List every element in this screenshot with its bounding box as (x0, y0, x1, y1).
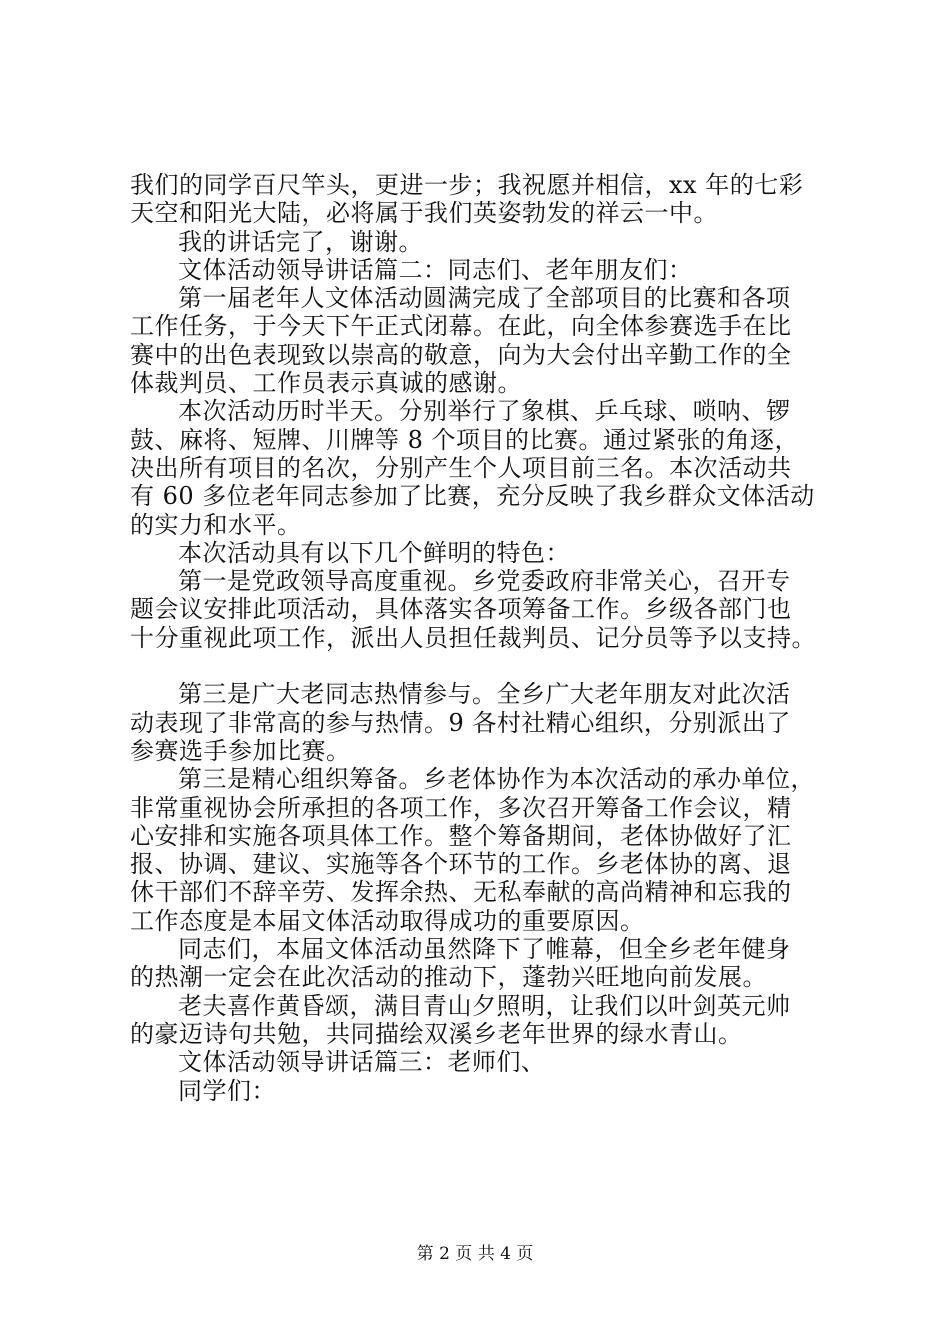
text-line: 报、协调、建议、实施等各个环节的工作。乡老体协的离、退 (130, 850, 792, 879)
text-line: 心安排和实施各项具体工作。整个筹备期间，老体协做好了汇 (130, 821, 792, 850)
text-line: 休干部们不辞辛劳、发挥余热、无私奉献的高尚精神和忘我的 (130, 878, 792, 907)
text-line: 参赛选手参加比赛。 (130, 736, 351, 765)
text-line: 同志们，本届文体活动虽然降下了帷幕，但全乡老年健身 (178, 935, 791, 964)
document-body (130, 171, 850, 1105)
text-line: 我们的同学百尺竿头，更进一步；我祝愿并相信，xx 年的七彩 (130, 171, 804, 199)
text-line: 老夫喜作黄昏颂，满目青山夕照明，让我们以叶剑英元帅 (178, 991, 791, 1020)
text-line: 十分重视此项工作，派出人员担任裁判员、记分员等予以支持。 (130, 623, 816, 652)
text-line: 的实力和水平。 (130, 510, 302, 539)
text-line: 的热潮一定会在此次活动的推动下，蓬勃兴旺地向前发展。 (130, 963, 767, 992)
page-footer: 第 2 页 共 4 页 (416, 1244, 534, 1264)
text-line: 鼓、麻将、短牌、川牌等 8 个项目的比赛。通过紧张的角逐， (130, 425, 800, 454)
blank-line (130, 652, 850, 680)
text-line: 第三是广大老同志热情参与。全乡广大老年朋友对此次活 (178, 680, 791, 709)
text-line: 第三是精心组织筹备。乡老体协作为本次活动的承办单位， (178, 765, 815, 794)
text-line: 工作任务，于今天下午正式闭幕。在此，向全体参赛选手在比 (130, 312, 792, 341)
text-line: 本次活动历时半天。分别举行了象棋、乒乓球、唢呐、锣 (178, 397, 791, 426)
text-line: 本次活动具有以下几个鲜明的特色： (178, 538, 570, 567)
text-line: 第一是党政领导高度重视。乡党委政府非常关心，召开专 (178, 567, 791, 596)
text-line: 动表现了非常高的参与热情。9 各村社精心组织，分别派出了 (130, 708, 791, 737)
text-line: 第一届老年人文体活动圆满完成了全部项目的比赛和各项 (178, 284, 791, 313)
text-line: 有 60 多位老年同志参加了比赛，充分反映了我乡群众文体活动 (130, 482, 815, 511)
text-line: 工作态度是本届文体活动取得成功的重要原因。 (130, 906, 645, 935)
text-line: 体裁判员、工作员表示真诚的感谢。 (130, 369, 522, 398)
text-line: 的豪迈诗句共勉，共同描绘双溪乡老年世界的绿水青山。 (130, 1019, 743, 1048)
text-line: 非常重视协会所承担的各项工作，多次召开筹备工作会议，精 (130, 793, 792, 822)
text-line: 题会议安排此项活动，具体落实各项筹备工作。乡级各部门也 (130, 595, 792, 624)
text-line: 文体活动领导讲话篇三：老师们、 (178, 1048, 546, 1077)
text-line: 文体活动领导讲话篇二：同志们、老年朋友们： (178, 255, 693, 284)
text-line: 我的讲话完了，谢谢。 (178, 227, 423, 256)
text-line: 天空和阳光大陆，必将属于我们英姿勃发的祥云一中。 (130, 199, 718, 228)
text-line: 赛中的出色表现致以崇高的敬意，向为大会付出辛勤工作的全 (130, 340, 792, 369)
text-line: 同学们： (178, 1076, 276, 1105)
text-line: 决出所有项目的名次，分别产生个人项目前三名。本次活动共 (130, 453, 792, 482)
